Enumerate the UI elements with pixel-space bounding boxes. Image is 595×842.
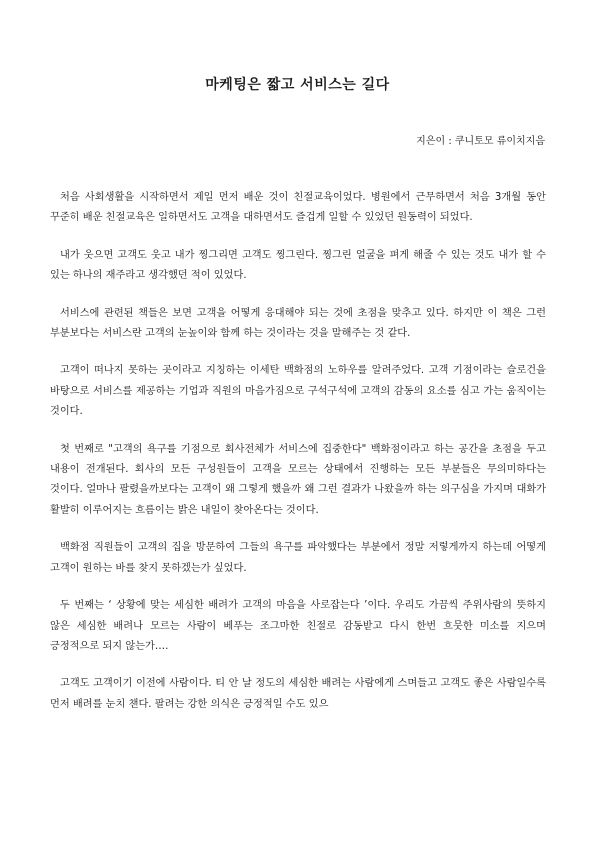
document-title: 마케팅은 짧고 서비스는 길다 (205, 77, 390, 93)
document-body (50, 188, 546, 732)
paragraph: 내가 웃으면 고객도 웃고 내가 찡그리면 고객도 찡그린다. 찡그린 얼굴을 펴게 해줄 수 있는 것도 내가 할 수 있는 하나의 재주라고 생각했던 적이 있었다. (50, 249, 546, 282)
paragraph: 고객이 떠나지 못하는 곳이라고 지칭하는 이세탄 백화점의 노하우를 알려주었다. 고객 기점이라는 슬로건을 바탕으로 서비스를 제공하는 기업과 직원의 마음가짐으로 구석구석에 고객의 감동의 요소를 심고 가는 움직이는 것이다. (50, 365, 546, 418)
paragraph: 서비스에 관련된 책들은 보면 고객을 어떻게 응대해야 되는 것에 초점을 맞추고 있다. 하지만 이 책은 그런 부분보다는 서비스란 고객의 눈높이와 함께 하는 것이라는 것을 말해주는 것 같다. (50, 307, 546, 340)
paragraph: 고객도 고객이기 이전에 사람이다. 티 안 날 정도의 세심한 배려는 사람에게 스며들고 고객도 좋은 사람일수록 먼저 배려를 눈치 챈다. 팔려는 강한 의식은 긍정적일 수도 있으 (50, 678, 546, 710)
author-line: 지은이 : 쿠니토모 류이치지음 (416, 136, 545, 147)
paragraph: 백화점 직원들이 고객의 집을 방문하여 그들의 욕구를 파악했다는 부분에서 정말 저렇게까지 하는데 어떻게 고객이 원하는 바를 찾지 못하겠는가 싶었다. (50, 542, 546, 574)
paragraph: 첫 번째로 "고객의 욕구를 기점으로 회사전체가 서비스에 집중한다" 백화점이라고 하는 공간을 초점을 두고 내용이 전개된다. 회사의 모든 구성원들이 고객을 모르는 상태에서 진행하는 모든 부분들은 무의미하다는 것이다. 얼마나 팔렸을까보다는 고객이 왜 그렇게 했을까 왜 그런 결과가 나왔을까 하는 의구심을 가지며 대화가 활발히 이루어지는 흐름이는 밝은 내일이 찾아온다는 것이다. (50, 443, 546, 516)
paragraph: 처음 사회생활을 시작하면서 제일 먼저 배운 것이 친절교육이었다. 병원에서 근무하면서 처음 3개월 동안 꾸준히 배운 친절교육은 일하면서도 고객을 대하면서도 즐겁게 일할 수 있었던 원동력이 되었다. (50, 192, 546, 224)
paragraph: 두 번째는 ‘ 상황에 맞는 세심한 배려가 고객의 마음을 사로잡는다 ’이다. 우리도 가끔씩 주위사람의 뜻하지 않은 세심한 배려나 모르는 사람이 베푸는 조그마한 친절로 감동받고 다시 한번 흐뭇한 미소를 지으며 긍정적으로 되지 않는가…. (50, 600, 546, 652)
